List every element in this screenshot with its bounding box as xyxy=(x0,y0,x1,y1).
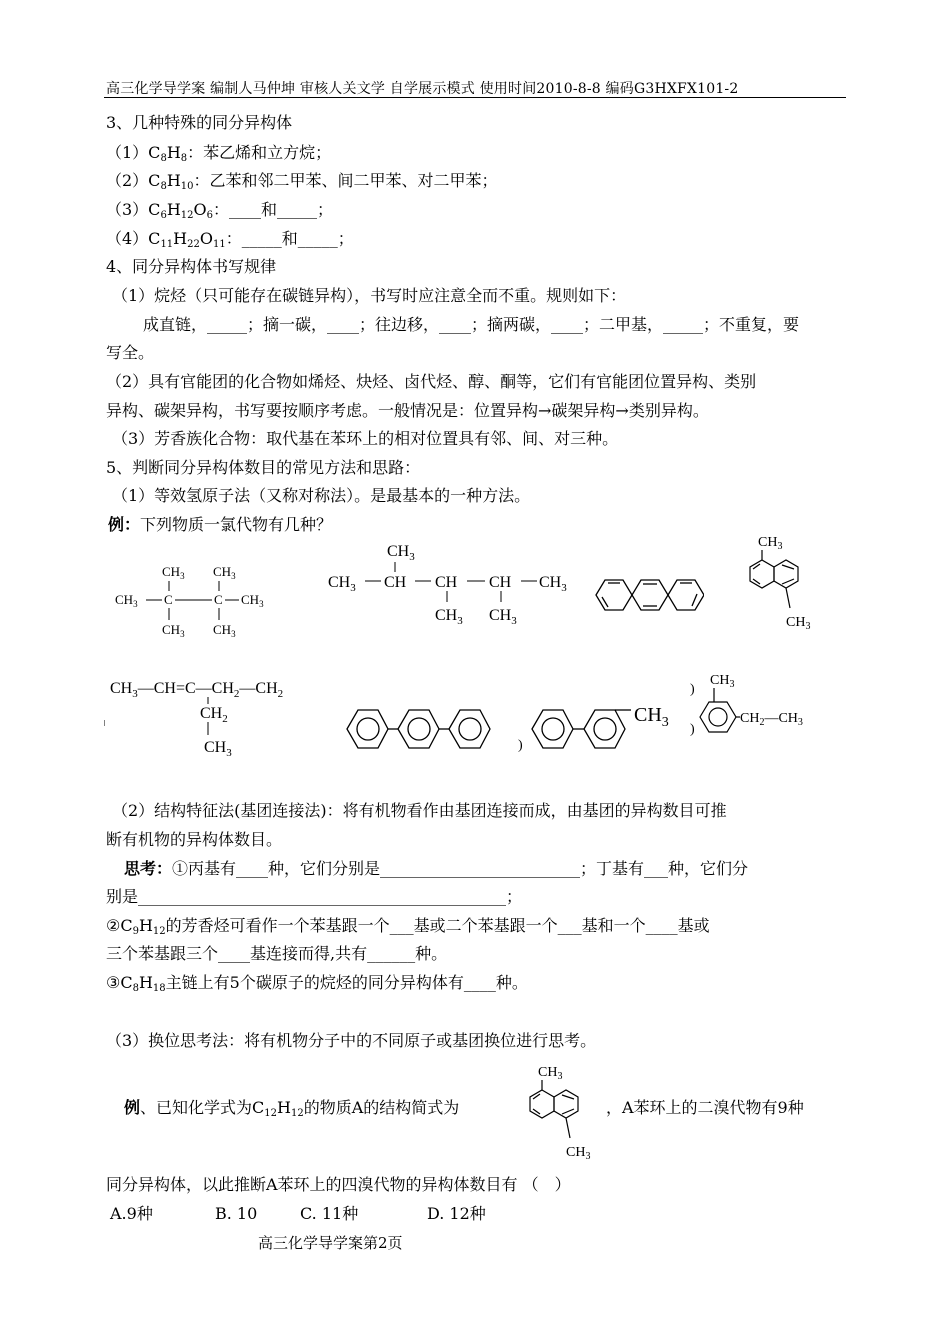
example-2-cont: ，A苯环上的二溴代物有9种 xyxy=(606,1098,804,1117)
structure-compound-a xyxy=(518,1058,608,1163)
svg-text:CH3: $CH_3$ xyxy=(539,574,567,594)
option-a: A.9种 xyxy=(110,1204,153,1223)
svg-text:CH3: $CH_3$ xyxy=(538,1065,563,1082)
option-b: B. 10 xyxy=(215,1204,258,1223)
page-header: 高三化学导学案 编制人马仲坤 审核人关文学 自学展示模式 使用时间2010-8-8 编码G3HXFX101-2 xyxy=(106,81,739,97)
svg-text:C: C xyxy=(164,592,173,607)
think-1-cont: 别是______________________________________________； xyxy=(106,887,523,906)
svg-text:CH2—CH3: $CH_2—CH_3$ xyxy=(740,711,803,728)
svg-text:): ) xyxy=(690,722,695,737)
svg-text:CH2: $CH_2$ xyxy=(200,705,228,725)
svg-text:): ) xyxy=(518,738,523,753)
section-3-title: 3、几种特殊的同分异构体 xyxy=(106,113,293,132)
method-3-intro: （3）换位思考法：将有机物分子中的不同原子或基团换位进行思考。 xyxy=(106,1031,597,1050)
structure-trimethylpentane xyxy=(325,538,575,633)
rule-functional-2: 异构、碳架异构，书写要按顺序考虑。一般情况是：位置异构→碳架异构→类别异构。 xyxy=(106,401,709,420)
item-c6h12o6: $(3)C_6H_{12}O_6$：____和_____； xyxy=(106,200,334,221)
svg-text:CH3: $CH_3$ xyxy=(204,739,232,759)
svg-text:CH3: $CH_3$ xyxy=(710,673,735,690)
svg-text:CH3: $CH_3$ xyxy=(162,622,185,639)
page-footer: 高三化学导学案第2页 xyxy=(258,1234,403,1252)
section-4-title: 4、同分异构体书写规律 xyxy=(106,257,277,276)
example-1: 例：下列物质一氯代物有几种？ xyxy=(108,515,333,534)
option-d: D. 12种 xyxy=(427,1204,486,1223)
rule-alkane-steps: 成直链，_____；摘一碳，____；往边移，____；摘两碳，____；二甲基，_____；不重复，要 xyxy=(143,315,800,334)
svg-text:CH3: $CH_3$ xyxy=(213,622,236,639)
svg-text:CH: CH xyxy=(384,574,407,591)
header-rule xyxy=(104,97,846,98)
structure-methylbiphenyl xyxy=(514,688,689,758)
svg-text:CH3: $CH_3$ xyxy=(387,543,415,563)
rule-aromatic: （3）芳香族化合物：取代基在苯环上的相对位置具有邻、间、对三种。 xyxy=(112,429,619,448)
svg-text:CH3: $CH_3$ xyxy=(162,564,185,581)
svg-text:CH3: $CH_3$ xyxy=(115,592,138,609)
svg-text:CH: CH xyxy=(435,574,458,591)
svg-text:CH3: $CH_3$ xyxy=(435,607,463,627)
svg-text:CH3: $CH_3$ xyxy=(786,615,811,632)
rule-alkane: （1）烷烃（只可能存在碳链异构），书写时应注意全而不重。规则如下： xyxy=(112,286,627,305)
option-c: C. 11种 xyxy=(300,1204,359,1223)
svg-text:): ) xyxy=(690,682,695,697)
rule-functional-1: （2）具有官能团的化合物如烯烃、炔烃、卤代烃、醇、酮等，它们有官能团位置异构、类别 xyxy=(106,372,757,391)
rule-alkane-end: 写全。 xyxy=(106,343,155,362)
example-2-question: 同分异构体，以此推断A苯环上的四溴代物的异构体数目有 （ ） xyxy=(106,1175,571,1194)
method-2-intro: （2）结构特征法(基团连接法)：将有机物看作由基团连接而成，由基团的异构数目可推 xyxy=(112,801,727,820)
svg-text:CH3: $CH_3$ xyxy=(566,1145,591,1162)
svg-text:CH3: $CH_3$ xyxy=(241,592,264,609)
structure-terphenyl xyxy=(343,700,495,760)
structure-ethyltoluene xyxy=(686,662,848,752)
structure-dimethylnaphthalene xyxy=(738,528,828,633)
think-2-cont: 三个苯基跟三个____基连接而得,共有______种。 xyxy=(106,944,448,963)
structure-alkene xyxy=(104,672,334,762)
svg-text:CH: CH xyxy=(489,574,512,591)
section-5-title: 5、判断同分异构体数目的常见方法和思路： xyxy=(106,458,421,477)
svg-text:CH3: $CH_3$ xyxy=(213,564,236,581)
think-2: $②C_9H_{12}$的芳香烃可看作一个苯基跟一个___基或二个苯基跟一个___基和一个____基或 xyxy=(106,916,710,937)
think-1: 思考：①丙基有____种，它们分别是_________________________；丁基有___种，它们分 xyxy=(124,859,749,878)
think-3: $③C_8H_{18}$主链上有5个碳原子的烷烃的同分异构体有____种。 xyxy=(106,973,528,994)
svg-text:CH3: $CH_3$ xyxy=(758,535,783,552)
svg-text:C: C xyxy=(214,592,223,607)
structure-anthracene xyxy=(592,570,704,620)
item-c11h22o11: $(4)C_{11}H_{22}O_{11}$：_____和_____； xyxy=(106,229,354,250)
method-2-intro-end: 断有机物的异构体数目。 xyxy=(106,830,283,849)
item-c8h10: $(2)C_8H_{10}$：乙苯和邻二甲苯、间二甲苯、对二甲苯； xyxy=(106,171,498,192)
svg-text:CH3: $CH_3$ xyxy=(489,607,517,627)
svg-text:CH3: $CH_3$ xyxy=(634,704,669,730)
example-2: 例、已知化学式为$C_{12}H_{12}$的物质A的结构简式为 xyxy=(124,1098,460,1119)
method-1: （1）等效氢原子法（又称对称法）。是最基本的一种方法。 xyxy=(112,486,531,505)
item-c8h8: $(1)C_8H_8$：苯乙烯和立方烷； xyxy=(106,143,332,164)
svg-text:CH3: $CH_3$ xyxy=(328,574,356,594)
structure-tetramethylbutane xyxy=(110,555,280,645)
svg-text:CH3—CH=C—CH2—CH2: $CH_3—CH=C—CH_2—CH_2$ xyxy=(110,680,284,700)
